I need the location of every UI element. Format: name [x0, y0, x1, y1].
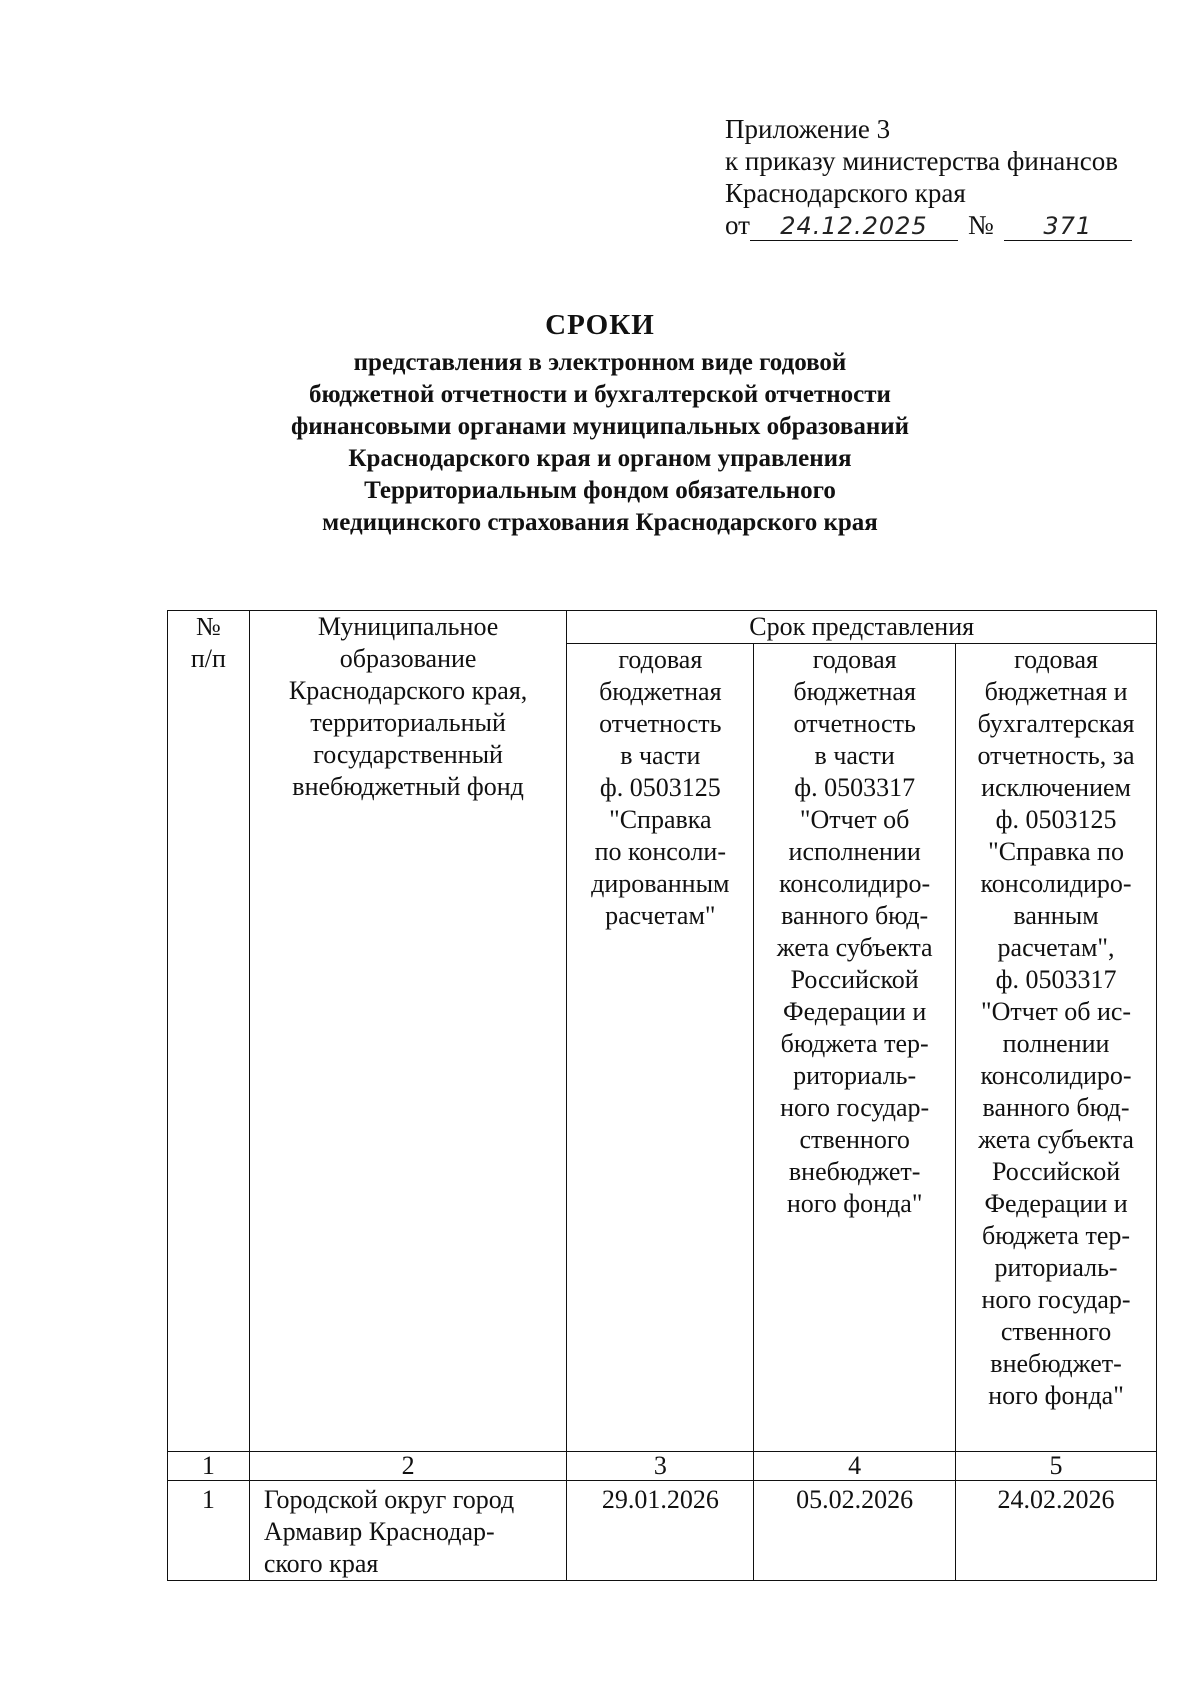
stamp-line-date-number — [725, 209, 1132, 241]
cell-text-line: риториаль- — [793, 1061, 917, 1090]
cell-text-line: жета субъекта — [978, 1125, 1134, 1154]
cell-text-line: жета субъекта — [776, 933, 933, 962]
cell-text-line: ванного бюд- — [982, 1093, 1130, 1122]
cell-text-line: п/п — [190, 644, 226, 673]
title-line: представления в электронном виде годовой — [353, 349, 847, 376]
cell-text-line: отчетность — [599, 709, 722, 738]
cell-text-line: ного фонда" — [786, 1189, 923, 1218]
cell-text-line: внебюджет- — [788, 1157, 921, 1186]
column-number: 5 — [956, 1452, 1157, 1481]
cell-text-line: Армавир Краснодар- — [263, 1517, 495, 1546]
cell-text-line: государственный — [313, 740, 503, 769]
cell-text-line: полнении — [1002, 1029, 1110, 1058]
cell-text-line: ного фонда" — [988, 1381, 1124, 1410]
row-date-0503317: 05.02.2026 — [754, 1481, 956, 1581]
header-number — [168, 611, 250, 1452]
header-full-reporting — [956, 644, 1157, 1452]
cell-text-line: ванного бюд- — [781, 901, 929, 930]
cell-text-line: отчетность — [793, 709, 916, 738]
header-deadline-group: Срок представления — [567, 611, 1157, 644]
row-date-0503125: 29.01.2026 — [567, 1481, 754, 1581]
cell-text-line: по консоли- — [594, 837, 726, 866]
cell-text-line: образование — [339, 644, 477, 673]
number-label: № — [967, 210, 994, 240]
cell-text-line: в части — [814, 741, 895, 770]
deadlines-table — [167, 610, 1157, 1581]
stamp-line-appendix: Приложение 3 — [725, 114, 891, 144]
column-number: 4 — [754, 1452, 956, 1481]
title-line: медицинского страхования Краснодарского края — [322, 509, 878, 536]
date-prefix: от — [725, 210, 750, 240]
cell-text-line: отчетность, за — [977, 741, 1135, 770]
handwritten-date: 24.12.2025 — [750, 212, 958, 241]
cell-text-line: бухгалтерская — [977, 709, 1135, 738]
cell-text-line: бюджетная — [793, 677, 916, 706]
cell-text-line: ного государ- — [981, 1285, 1131, 1314]
cell-text-line: внебюджет- — [990, 1349, 1122, 1378]
cell-text-line: № — [196, 612, 221, 641]
document-title — [0, 307, 1200, 539]
cell-text-line: ф. 0503125 — [995, 805, 1117, 834]
column-number-row — [168, 1452, 1157, 1481]
row-municipality-name — [249, 1481, 567, 1581]
header-form-0503317 — [754, 644, 956, 1452]
table-row — [168, 1481, 1157, 1581]
cell-text-line: исполнении — [788, 837, 921, 866]
cell-text-line: ванным — [1013, 901, 1099, 930]
cell-text-line: годовая — [1014, 645, 1098, 674]
cell-text-line: ственного — [1000, 1317, 1112, 1346]
cell-text-line: исключением — [981, 773, 1131, 802]
cell-text-line: расчетам" — [605, 901, 716, 930]
title-line: Краснодарского края и органом управления — [348, 445, 852, 472]
cell-text-line: бюджетная — [599, 677, 722, 706]
cell-text-line: годовая — [618, 645, 703, 674]
cell-text-line: территориальный — [310, 708, 506, 737]
approval-stamp — [725, 113, 1132, 241]
cell-text-line: внебюджетный фонд — [292, 772, 524, 801]
cell-text-line: риториаль- — [994, 1253, 1118, 1282]
cell-text-line: Городской округ город — [263, 1485, 515, 1514]
title-line: финансовыми органами муниципальных образований — [290, 413, 910, 440]
column-number: 1 — [168, 1452, 250, 1481]
handwritten-number: 371 — [1004, 212, 1132, 241]
cell-text-line: ственного — [799, 1125, 910, 1154]
title-heading: СРОКИ — [545, 309, 655, 341]
cell-text-line: консолидиро- — [980, 1061, 1132, 1090]
cell-text-line: "Отчет об — [799, 805, 910, 834]
cell-text-line: в части — [620, 741, 701, 770]
stamp-line-region: Краснодарского края — [725, 178, 966, 208]
cell-text-line: Краснодарского края, — [288, 676, 528, 705]
row-date-full: 24.02.2026 — [956, 1481, 1157, 1581]
cell-text-line: бюджетная и — [984, 677, 1128, 706]
cell-text-line: "Отчет об ис- — [981, 997, 1132, 1026]
cell-text-line: консолидиро- — [980, 869, 1132, 898]
cell-text-line: бюджета тер- — [780, 1029, 929, 1058]
title-line: бюджетной отчетности и бухгалтерской отчетности — [309, 381, 891, 408]
title-line: Территориальным фондом обязательного — [364, 477, 836, 504]
cell-text-line: Федерации и — [783, 997, 927, 1026]
cell-text-line: ф. 0503125 — [599, 773, 721, 802]
cell-text-line: Федерации и — [984, 1189, 1128, 1218]
cell-text-line: бюджета тер- — [982, 1221, 1131, 1250]
cell-text-line: ного государ- — [780, 1093, 930, 1122]
cell-text-line: Российской — [991, 1157, 1121, 1186]
column-number: 3 — [567, 1452, 754, 1481]
cell-text-line: Муниципальное — [317, 612, 499, 641]
cell-text-line: Российской — [790, 965, 919, 994]
stamp-line-order: к приказу министерства финансов — [725, 146, 1118, 176]
column-number: 2 — [249, 1452, 567, 1481]
cell-text-line: ского края — [263, 1549, 379, 1578]
cell-text-line: консолидиро- — [779, 869, 931, 898]
header-form-0503125 — [567, 644, 754, 1452]
cell-text-line: дированным — [591, 869, 730, 898]
cell-text-line: "Справка — [609, 805, 712, 834]
cell-text-line: годовая — [812, 645, 897, 674]
row-number: 1 — [168, 1481, 250, 1581]
header-municipality — [249, 611, 567, 1452]
cell-text-line: расчетам", — [997, 933, 1115, 962]
cell-text-line: ф. 0503317 — [794, 773, 916, 802]
cell-text-line: ф. 0503317 — [995, 965, 1117, 994]
cell-text-line: "Справка по — [988, 837, 1124, 866]
